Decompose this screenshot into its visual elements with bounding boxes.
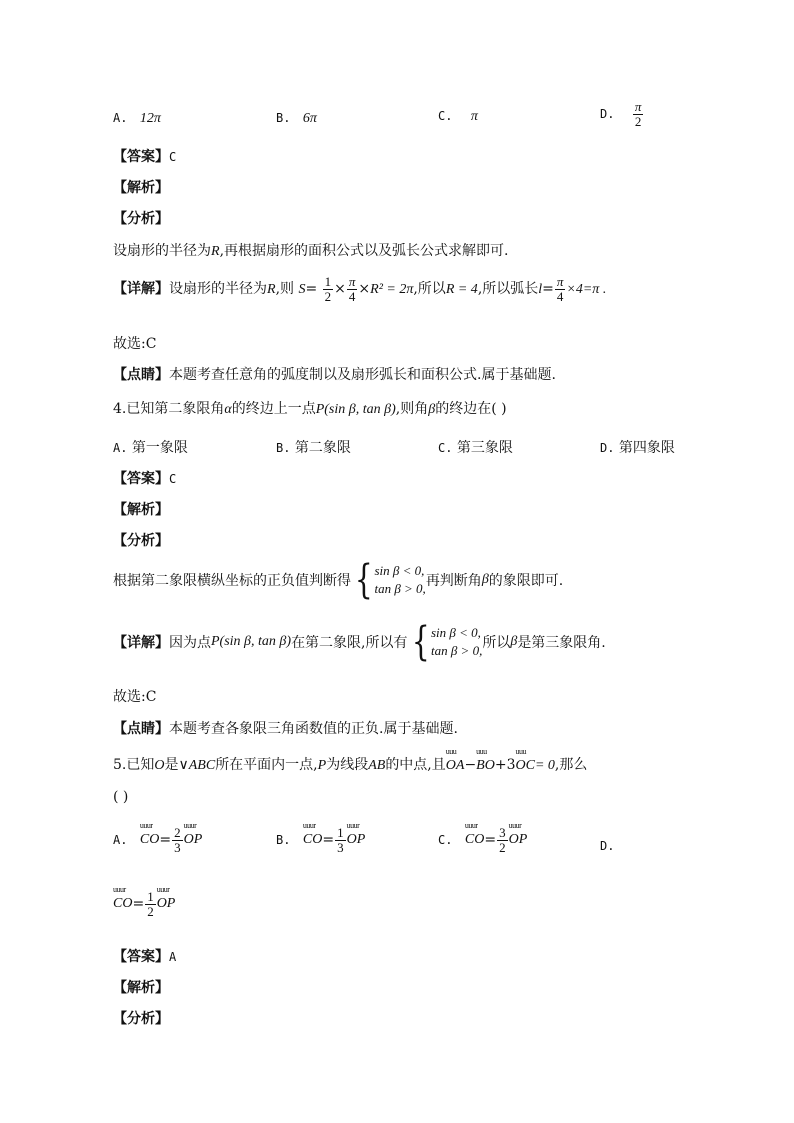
option-value: π xyxy=(470,109,478,124)
option-value: 6π xyxy=(302,111,317,126)
q3-option-c xyxy=(438,108,478,125)
inequality-system: { sin β < 0, tan β > 0, xyxy=(411,619,483,665)
q3-option-a xyxy=(113,110,161,127)
option-label: C. xyxy=(438,109,453,123)
q5-fenxi-heading: 【分析】 xyxy=(113,1011,169,1027)
fraction-pi-quarter: $\frac{\pi}{4}$ xyxy=(348,274,356,304)
q5-option-c: C. uuur CO= $\frac{3}{2}$ uuur OP xyxy=(438,826,527,854)
q4-analysis-heading: 【解析】 xyxy=(113,502,169,518)
q5-option-d: uuur CO= $\frac{1}{2}$ uuur OP xyxy=(113,890,175,918)
q5-option-b: B. uuur CO= $\frac{1}{3}$ uuur OP xyxy=(276,826,365,854)
q4-stem: 4.已知第二象限角α的终边上一点P(sin β, tan β),则角β的终边在( ) xyxy=(113,401,507,417)
q3-option-d xyxy=(600,100,644,128)
option-fraction: $\frac{\pi}{2}$ xyxy=(634,99,642,129)
inequality-system: { sin β < 0, tan β > 0, xyxy=(354,557,426,603)
q3-option-b xyxy=(276,110,317,127)
q5-option-a: A. uuur CO= $\frac{2}{3}$ uuur OP xyxy=(113,826,202,854)
fraction-pi-quarter: $\frac{\pi}{4}$ xyxy=(556,274,564,304)
q4-dianjing: 【点睛】本题考查各象限三角函数值的正负.属于基础题. xyxy=(113,721,458,737)
q4-fenxi-heading: 【分析】 xyxy=(113,533,169,549)
q3-fenxi-text: 设扇形的半径为R,再根据扇形的面积公式以及弧长公式求解即可. xyxy=(113,243,509,259)
q4-option-c: C. 第三象限 xyxy=(438,440,513,456)
q3-answer: 【答案】C xyxy=(113,149,177,165)
q4-option-d: D. 第四象限 xyxy=(600,440,675,456)
option-label: B. xyxy=(276,111,291,125)
q5-option-d-label: D. xyxy=(600,839,615,853)
q3-guxuan: 故选:C xyxy=(113,336,157,352)
q3-fenxi-heading: 【分析】 xyxy=(113,211,169,227)
option-label: D. xyxy=(600,107,615,122)
option-label: A. xyxy=(113,111,128,125)
q4-fenxi-text: 根据第二象限横纵坐标的正负值判断得 { sin β < 0, tan β > 0, 再判断角β的象限即可. xyxy=(113,557,564,603)
q4-detail: 【详解】因为点P(sin β, tan β)在第二象限,所以有 { sin β < 0, tan β > 0, 所以β是第三象限角. xyxy=(113,619,606,665)
option-value: 12π xyxy=(139,111,161,126)
q5-paren: ( ) xyxy=(113,789,129,805)
q4-answer: 【答案】C xyxy=(113,471,177,487)
q3-detail: 【详解】设扇形的半径为R,则 S= $\frac{1}{2}$ × $\frac{\pi}{4}$ ×R² = 2π,所以R = 4,所以弧长l= $\frac{\pi}{4}$ ×4=π . xyxy=(113,274,607,304)
q4-guxuan: 故选:C xyxy=(113,689,157,705)
q5-analysis-heading: 【解析】 xyxy=(113,980,169,996)
fraction-half: $\frac{1}{2}$ xyxy=(324,274,332,304)
q5-answer: 【答案】A xyxy=(113,949,177,965)
q3-dianjing: 【点睛】本题考查任意角的弧度制以及扇形弧长和面积公式.属于基础题. xyxy=(113,367,556,383)
q4-option-a: A. 第一象限 xyxy=(113,440,188,456)
q4-option-b: B. 第二象限 xyxy=(276,440,351,456)
q3-analysis-heading: 【解析】 xyxy=(113,180,169,196)
q5-stem: 5.已知O是∨ABC所在平面内一点,P为线段AB的中点,且uuu OA−uuu BO+3uuu OC= 0,那么 xyxy=(113,754,587,774)
